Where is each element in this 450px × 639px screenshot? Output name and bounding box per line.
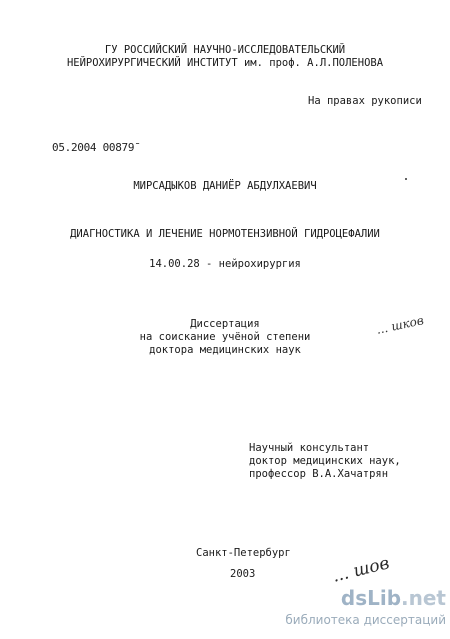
degree-line-3: доктора медицинских наук [149, 344, 301, 356]
consultant-line-2: доктор медицинских наук, [249, 455, 401, 467]
watermark-brand-tld: .net [401, 586, 446, 610]
degree-line-1: Диссертация [190, 318, 260, 330]
rights-note: На правах рукописи [308, 95, 422, 107]
handwritten-mark-top: ... шков [375, 313, 425, 337]
consultant-line-3: профессор В.А.Хачатрян [249, 468, 389, 480]
dissertation-title: ДИАГНОСТИКА И ЛЕЧЕНИЕ НОРМОТЕНЗИВНОЙ ГИДРОЦЕФАЛИИ [70, 228, 380, 240]
watermark-brand [268, 586, 446, 610]
watermark-brand-main: dsLib [340, 586, 402, 610]
consultant-line-1: Научный консультант [249, 442, 370, 454]
institution-line-1: ГУ РОССИЙСКИЙ НАУЧНО-ИССЛЕДОВАТЕЛЬСКИЙ [104, 44, 346, 56]
watermark-logo [268, 586, 446, 636]
registration-stamp [52, 141, 141, 154]
year: 2003 [230, 568, 256, 580]
institution-line-2: НЕЙРОХИРУРГИЧЕСКИЙ ИНСТИТУТ им. проф. А.Л.ПОЛЕНОВА [66, 57, 384, 69]
author-name: МИРСАДЫКОВ ДАНИЁР АБДУЛХАЕВИЧ [133, 180, 317, 192]
registration-number: 05.2004 00879 [52, 141, 135, 154]
degree-line-2: на соискание учёной степени [139, 331, 311, 343]
watermark-subtitle: библиотека диссертаций [285, 613, 446, 627]
handwritten-mark-bottom: ... шов [330, 553, 392, 587]
city: Санкт-Петербург [196, 547, 291, 559]
specialty-code: 14.00.28 - нейрохирургия [149, 258, 301, 270]
stamp-tick: ˉ [134, 141, 141, 154]
